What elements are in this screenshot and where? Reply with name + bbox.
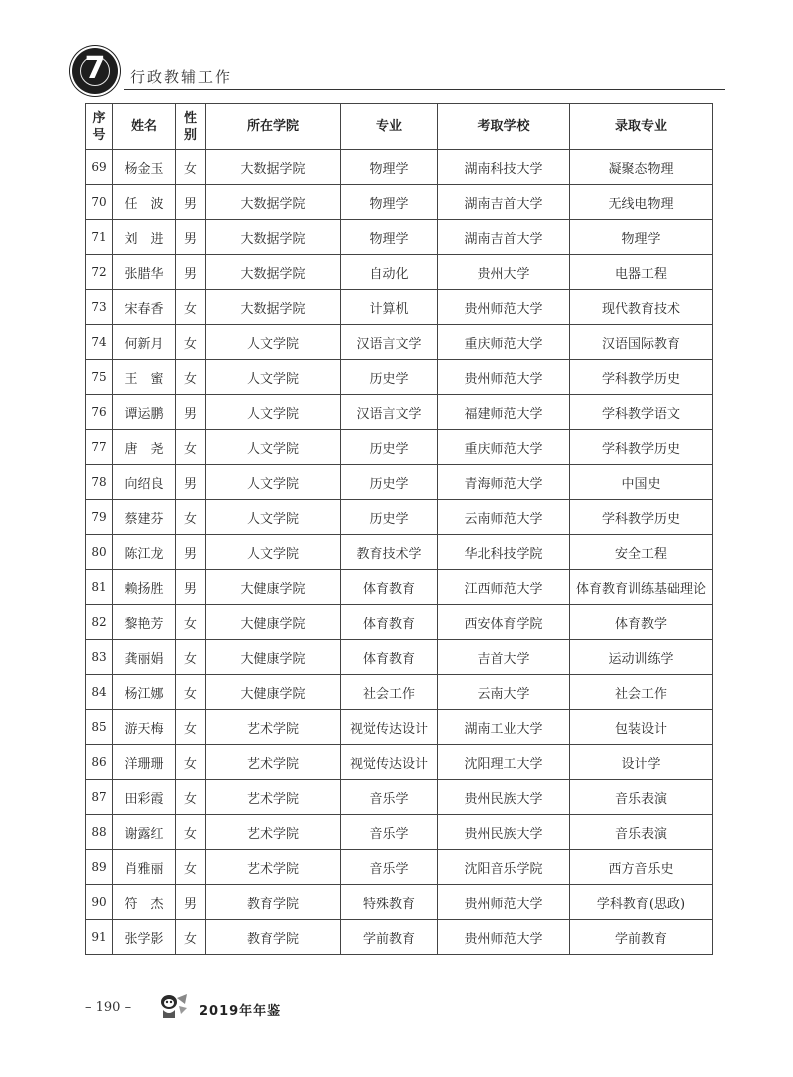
table-row — [86, 605, 713, 640]
cell-index: 91 — [86, 920, 113, 955]
cell-name: 杨金玉 — [113, 150, 176, 185]
cell-college: 人文学院 — [206, 430, 341, 465]
cell-admitted-school: 重庆师范大学 — [438, 430, 570, 465]
cell-gender: 女 — [176, 605, 206, 640]
cell-index: 79 — [86, 500, 113, 535]
cell-gender: 男 — [176, 885, 206, 920]
cell-gender: 女 — [176, 815, 206, 850]
table-row — [86, 255, 713, 290]
cell-major: 历史学 — [341, 500, 438, 535]
cell-gender: 女 — [176, 640, 206, 675]
table-row — [86, 395, 713, 430]
cell-college: 大健康学院 — [206, 605, 341, 640]
cell-admitted-major: 学科教学历史 — [570, 430, 713, 465]
cell-name: 谢露红 — [113, 815, 176, 850]
cell-major: 音乐学 — [341, 850, 438, 885]
admission-table — [85, 103, 713, 955]
cell-major: 体育教育 — [341, 605, 438, 640]
cell-admitted-major: 学前教育 — [570, 920, 713, 955]
column-header-index: 序 号 — [86, 104, 113, 150]
table-row — [86, 535, 713, 570]
cell-gender: 女 — [176, 325, 206, 360]
cell-major: 历史学 — [341, 360, 438, 395]
table-row — [86, 745, 713, 780]
cell-admitted-school: 福建师范大学 — [438, 395, 570, 430]
table-row — [86, 325, 713, 360]
cell-admitted-school: 云南大学 — [438, 675, 570, 710]
cell-name: 洋珊珊 — [113, 745, 176, 780]
cell-admitted-school: 贵州民族大学 — [438, 780, 570, 815]
cell-gender: 男 — [176, 395, 206, 430]
cell-admitted-major: 运动训练学 — [570, 640, 713, 675]
cell-gender: 女 — [176, 920, 206, 955]
cell-college: 人文学院 — [206, 535, 341, 570]
cell-admitted-major: 物理学 — [570, 220, 713, 255]
cell-major: 音乐学 — [341, 780, 438, 815]
cell-college: 艺术学院 — [206, 850, 341, 885]
table-row — [86, 500, 713, 535]
cell-admitted-major: 无线电物理 — [570, 185, 713, 220]
cell-admitted-school: 贵州民族大学 — [438, 815, 570, 850]
seal-glyph: 7 — [84, 51, 106, 86]
cell-gender: 女 — [176, 290, 206, 325]
cell-college: 人文学院 — [206, 360, 341, 395]
cell-index: 83 — [86, 640, 113, 675]
page-header — [72, 48, 717, 94]
table-row — [86, 850, 713, 885]
column-header-college: 所在学院 — [206, 104, 341, 150]
cell-admitted-major: 学科教学历史 — [570, 360, 713, 395]
cell-index: 88 — [86, 815, 113, 850]
column-header-admitted-major: 录取专业 — [570, 104, 713, 150]
cell-admitted-school: 贵州大学 — [438, 255, 570, 290]
table-row — [86, 220, 713, 255]
cell-admitted-major: 汉语国际教育 — [570, 325, 713, 360]
table-row — [86, 885, 713, 920]
cell-admitted-major: 学科教学历史 — [570, 500, 713, 535]
mascot-icon — [157, 992, 189, 1020]
cell-college: 人文学院 — [206, 500, 341, 535]
cell-gender: 女 — [176, 500, 206, 535]
cell-name: 蔡建芬 — [113, 500, 176, 535]
table-row — [86, 150, 713, 185]
cell-major: 学前教育 — [341, 920, 438, 955]
cell-admitted-school: 沈阳理工大学 — [438, 745, 570, 780]
cell-admitted-school: 沈阳音乐学院 — [438, 850, 570, 885]
cell-college: 大健康学院 — [206, 675, 341, 710]
header-rule — [124, 89, 725, 90]
table-row — [86, 710, 713, 745]
cell-admitted-major: 中国史 — [570, 465, 713, 500]
table-row — [86, 640, 713, 675]
cell-admitted-major: 设计学 — [570, 745, 713, 780]
cell-admitted-school: 湖南吉首大学 — [438, 220, 570, 255]
cell-name: 杨江娜 — [113, 675, 176, 710]
cell-gender: 男 — [176, 465, 206, 500]
cell-college: 人文学院 — [206, 395, 341, 430]
cell-admitted-major: 音乐表演 — [570, 815, 713, 850]
cell-gender: 男 — [176, 220, 206, 255]
cell-major: 物理学 — [341, 150, 438, 185]
cell-index: 69 — [86, 150, 113, 185]
cell-index: 70 — [86, 185, 113, 220]
cell-name: 田彩霞 — [113, 780, 176, 815]
cell-major: 视觉传达设计 — [341, 710, 438, 745]
cell-admitted-major: 体育教学 — [570, 605, 713, 640]
cell-college: 大健康学院 — [206, 640, 341, 675]
cell-index: 74 — [86, 325, 113, 360]
cell-admitted-school: 西安体育学院 — [438, 605, 570, 640]
cell-major: 汉语言文学 — [341, 395, 438, 430]
cell-admitted-major: 社会工作 — [570, 675, 713, 710]
cell-name: 向绍良 — [113, 465, 176, 500]
cell-major: 汉语言文学 — [341, 325, 438, 360]
cell-index: 84 — [86, 675, 113, 710]
cell-name: 游天梅 — [113, 710, 176, 745]
cell-college: 大数据学院 — [206, 290, 341, 325]
table-row — [86, 920, 713, 955]
cell-admitted-major: 西方音乐史 — [570, 850, 713, 885]
cell-gender: 女 — [176, 710, 206, 745]
cell-college: 人文学院 — [206, 465, 341, 500]
cell-name: 唐 尧 — [113, 430, 176, 465]
cell-index: 73 — [86, 290, 113, 325]
table-row — [86, 815, 713, 850]
table-row — [86, 780, 713, 815]
cell-college: 大数据学院 — [206, 220, 341, 255]
cell-admitted-school: 贵州师范大学 — [438, 920, 570, 955]
cell-major: 教育技术学 — [341, 535, 438, 570]
cell-name: 陈江龙 — [113, 535, 176, 570]
cell-admitted-major: 学科教育(思政) — [570, 885, 713, 920]
page-footer — [85, 992, 385, 1022]
cell-admitted-school: 华北科技学院 — [438, 535, 570, 570]
cell-index: 81 — [86, 570, 113, 605]
table-row — [86, 465, 713, 500]
cell-college: 人文学院 — [206, 325, 341, 360]
cell-college: 大健康学院 — [206, 570, 341, 605]
cell-index: 78 — [86, 465, 113, 500]
cell-gender: 男 — [176, 255, 206, 290]
cell-admitted-school: 吉首大学 — [438, 640, 570, 675]
cell-gender: 女 — [176, 430, 206, 465]
cell-index: 80 — [86, 535, 113, 570]
cell-admitted-school: 江西师范大学 — [438, 570, 570, 605]
cell-admitted-school: 云南师范大学 — [438, 500, 570, 535]
cell-gender: 男 — [176, 570, 206, 605]
cell-admitted-major: 凝聚态物理 — [570, 150, 713, 185]
cell-college: 大数据学院 — [206, 150, 341, 185]
cell-index: 82 — [86, 605, 113, 640]
cell-name: 肖雅丽 — [113, 850, 176, 885]
cell-index: 75 — [86, 360, 113, 395]
cell-admitted-school: 贵州师范大学 — [438, 290, 570, 325]
cell-name: 何新月 — [113, 325, 176, 360]
column-header-major: 专业 — [341, 104, 438, 150]
cell-major: 历史学 — [341, 465, 438, 500]
cell-gender: 女 — [176, 780, 206, 815]
cell-gender: 男 — [176, 535, 206, 570]
cell-index: 89 — [86, 850, 113, 885]
cell-index: 87 — [86, 780, 113, 815]
cell-name: 宋春香 — [113, 290, 176, 325]
cell-admitted-major: 学科教学语文 — [570, 395, 713, 430]
cell-college: 大数据学院 — [206, 185, 341, 220]
cell-gender: 女 — [176, 150, 206, 185]
cell-admitted-school: 青海师范大学 — [438, 465, 570, 500]
cell-admitted-school: 湖南工业大学 — [438, 710, 570, 745]
cell-major: 音乐学 — [341, 815, 438, 850]
cell-major: 自动化 — [341, 255, 438, 290]
table-row — [86, 290, 713, 325]
cell-gender: 男 — [176, 185, 206, 220]
cell-college: 艺术学院 — [206, 745, 341, 780]
cell-name: 赖扬胜 — [113, 570, 176, 605]
cell-college: 艺术学院 — [206, 815, 341, 850]
cell-major: 计算机 — [341, 290, 438, 325]
cell-major: 社会工作 — [341, 675, 438, 710]
cell-college: 艺术学院 — [206, 710, 341, 745]
cell-name: 张学影 — [113, 920, 176, 955]
yearbook-label: 2019年年鉴 — [199, 1004, 282, 1019]
cell-index: 71 — [86, 220, 113, 255]
cell-major: 特殊教育 — [341, 885, 438, 920]
cell-name: 符 杰 — [113, 885, 176, 920]
table-row — [86, 430, 713, 465]
cell-admitted-school: 湖南科技大学 — [438, 150, 570, 185]
cell-major: 视觉传达设计 — [341, 745, 438, 780]
cell-name: 刘 进 — [113, 220, 176, 255]
table-row — [86, 675, 713, 710]
table-row — [86, 360, 713, 395]
page-number: – 190 – — [85, 1000, 132, 1015]
cell-admitted-major: 音乐表演 — [570, 780, 713, 815]
table-body — [86, 150, 713, 955]
cell-index: 90 — [86, 885, 113, 920]
column-header-gender: 性 别 — [176, 104, 206, 150]
cell-admitted-major: 现代教育技术 — [570, 290, 713, 325]
cell-name: 黎艳芳 — [113, 605, 176, 640]
cell-major: 历史学 — [341, 430, 438, 465]
cell-gender: 女 — [176, 360, 206, 395]
cell-gender: 女 — [176, 675, 206, 710]
cell-admitted-school: 湖南吉首大学 — [438, 185, 570, 220]
table-header-row — [86, 104, 713, 150]
cell-college: 大数据学院 — [206, 255, 341, 290]
cell-admitted-major: 电器工程 — [570, 255, 713, 290]
cell-gender: 女 — [176, 850, 206, 885]
cell-index: 72 — [86, 255, 113, 290]
section-title: 行政教辅工作 — [130, 68, 233, 86]
cell-admitted-school: 重庆师范大学 — [438, 325, 570, 360]
table-row — [86, 570, 713, 605]
cell-index: 76 — [86, 395, 113, 430]
cell-college: 教育学院 — [206, 920, 341, 955]
cell-admitted-school: 贵州师范大学 — [438, 885, 570, 920]
column-header-admitted-school: 考取学校 — [438, 104, 570, 150]
cell-name: 任 波 — [113, 185, 176, 220]
cell-major: 体育教育 — [341, 570, 438, 605]
cell-admitted-major: 体育教育训练基础理论 — [570, 570, 713, 605]
cell-major: 物理学 — [341, 185, 438, 220]
cell-major: 体育教育 — [341, 640, 438, 675]
cell-name: 谭运鹏 — [113, 395, 176, 430]
cell-index: 77 — [86, 430, 113, 465]
cell-admitted-school: 贵州师范大学 — [438, 360, 570, 395]
cell-admitted-major: 包装设计 — [570, 710, 713, 745]
university-seal-icon — [72, 48, 118, 94]
table-row — [86, 185, 713, 220]
cell-index: 86 — [86, 745, 113, 780]
cell-index: 85 — [86, 710, 113, 745]
cell-college: 艺术学院 — [206, 780, 341, 815]
cell-admitted-major: 安全工程 — [570, 535, 713, 570]
cell-college: 教育学院 — [206, 885, 341, 920]
cell-name: 张腊华 — [113, 255, 176, 290]
cell-major: 物理学 — [341, 220, 438, 255]
cell-name: 王 蜜 — [113, 360, 176, 395]
column-header-name: 姓名 — [113, 104, 176, 150]
cell-gender: 女 — [176, 745, 206, 780]
cell-name: 龚丽娟 — [113, 640, 176, 675]
